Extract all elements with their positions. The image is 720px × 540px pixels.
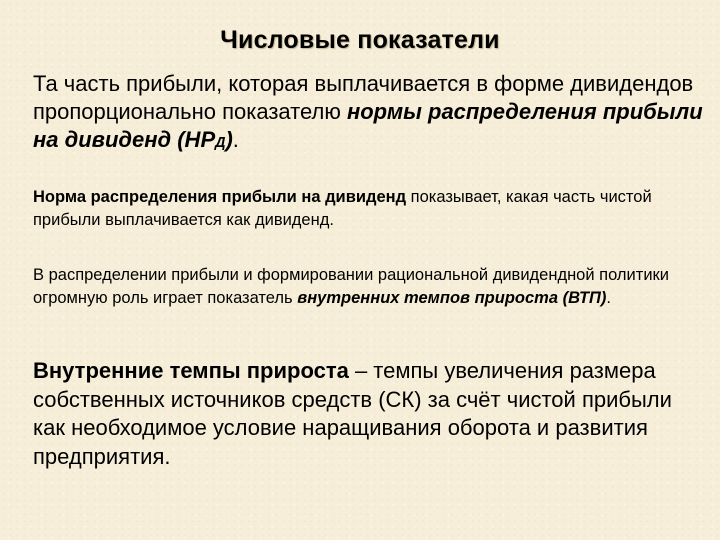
p4-text: – темпы увеличения размера собственных источников средств (СК) за счёт чистой прибыли как необходимое условие наращивания оборота и развития предприятия.: [33, 358, 672, 469]
slide-title: Числовые показатели: [220, 26, 500, 54]
paragraph-dividend-ratio: [33, 70, 703, 157]
p3-term: внутренних темпов прироста (ВТП): [297, 289, 607, 307]
p4-term: Внутренние темпы прироста: [33, 358, 349, 383]
paragraph-dividend-ratio-definition: [33, 186, 703, 232]
p1-text: Та часть прибыли, которая выплачивается в форме дивидендов пропорционально показателю: [33, 71, 694, 124]
p1-term-close: ): [225, 127, 233, 152]
paragraph-internal-growth: [33, 264, 703, 310]
paragraph-internal-growth-definition: [33, 357, 703, 471]
p1-term-text: нормы распределения прибыли на дивиденд (НР: [33, 99, 703, 152]
p1-term-subscript: Д: [215, 135, 226, 151]
p3-end: .: [606, 289, 612, 307]
p3-text: В распределении прибыли и формировании рациональной дивидендной политики огромную роль играет показатель: [33, 266, 669, 307]
p1-end: .: [232, 127, 239, 152]
p2-term: Норма распределения прибыли на дивиденд: [33, 188, 407, 206]
p2-text: показывает, какая часть чистой прибыли выплачивается как дивиденд.: [33, 188, 652, 229]
